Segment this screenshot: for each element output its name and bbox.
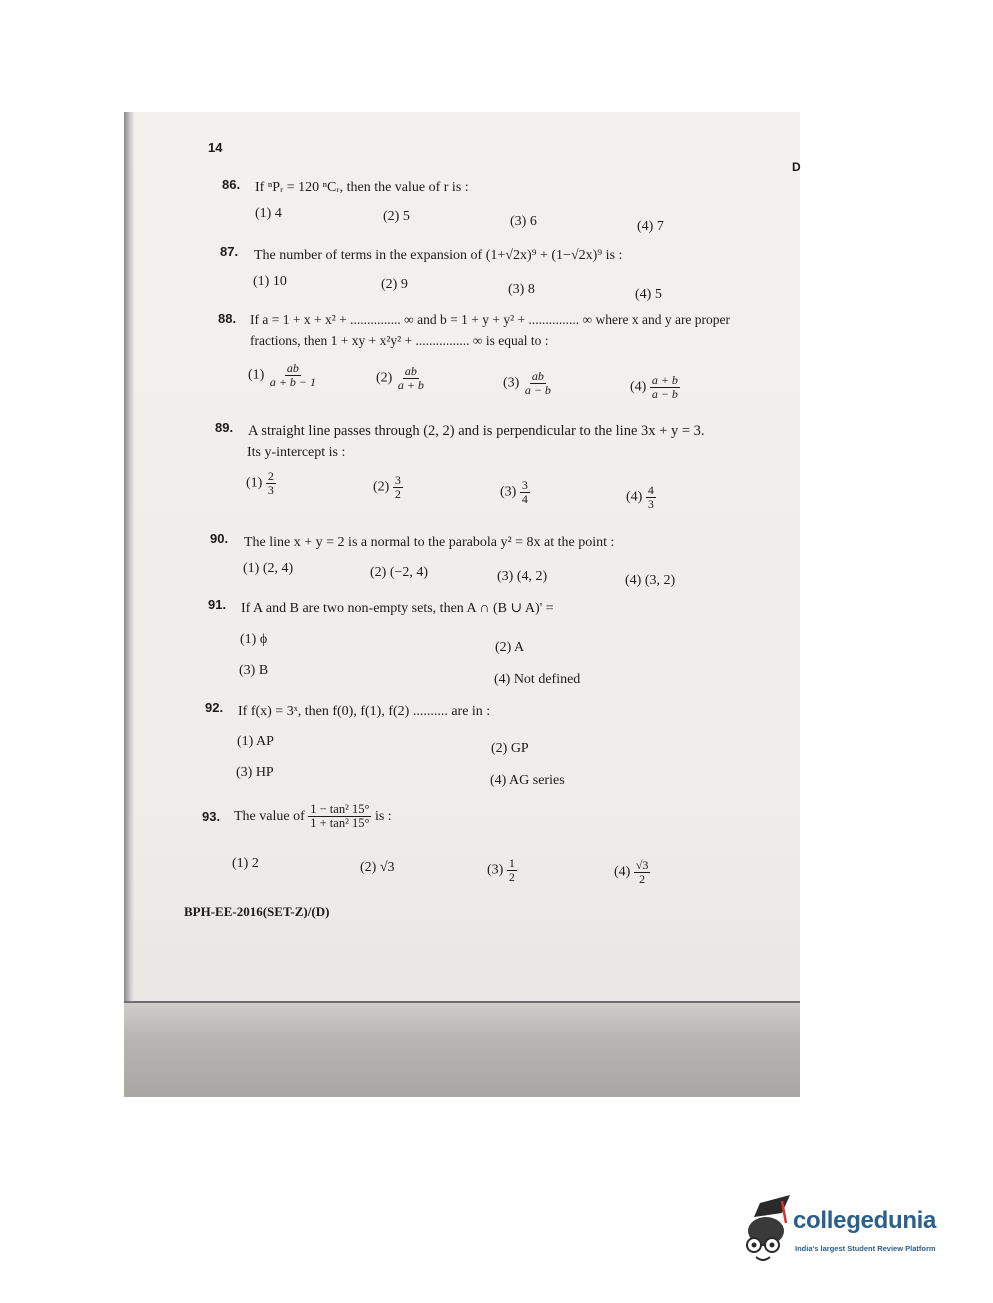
q86-text: If ⁿPᵣ = 120 ⁿCᵣ, then the value of r is : [255, 180, 469, 195]
q91-option-4: (4) Not defined [494, 672, 581, 687]
q92-option-4: (4) AG series [490, 773, 565, 788]
q93-option-3-denominator: 2 [508, 869, 515, 884]
q88-option-1-numerator: ab [286, 361, 299, 375]
q88-text-line2: fractions, then 1 + xy + x²y² + ................ ∞ is equal to : [250, 333, 549, 348]
q93-text [234, 803, 392, 830]
q93-option-4-denominator: 2 [639, 871, 646, 886]
q93-option-2: (2) √3 [360, 860, 395, 875]
q93-text-post: is : [374, 808, 392, 824]
q93-option-4-numerator: √3 [635, 858, 649, 872]
q89-option-2: (2) $\frac{3}{2}$ [373, 473, 401, 501]
q87-option-4: (4) 5 [635, 287, 662, 302]
q88-text-line1: If a = 1 + x + x² + ............... ∞ and b = 1 + y + y² + ............... ∞ where x and y are proper [250, 312, 731, 327]
q89-option-1-denominator: 3 [267, 482, 274, 497]
q93-text-pre: The value of [234, 808, 305, 824]
q92-option-3: (3) HP [236, 765, 274, 780]
q90-option-2: (2) (−2, 4) [370, 565, 429, 580]
q86-option-3: (3) 6 [510, 214, 537, 229]
q93-option-3-numerator: 1 [508, 856, 515, 870]
q93-expression-denominator: 1 + tan² 15° [310, 816, 370, 831]
q92-option-2: (2) GP [491, 741, 529, 756]
collegedunia-logo [738, 1193, 968, 1273]
q93-number: 93. [202, 809, 221, 824]
q88-option-1: (1) $\frac{ab}{a + b - 1}$ [248, 361, 317, 389]
q89-text-line1: A straight line passes through (2, 2) and is perpendicular to the line 3x + y = 3. [248, 423, 705, 439]
q88-option-3-denominator: a − b [524, 382, 551, 397]
q88-option-1-denominator: a + b − 1 [269, 374, 317, 389]
q88-number: 88. [218, 311, 237, 326]
logo-wordmark: collegedunia [793, 1207, 937, 1234]
corner-mark: D [792, 160, 801, 174]
q88-option-3: (3) $\frac{ab}{a - b}$ [503, 369, 551, 397]
q90-option-3: (3) (4, 2) [497, 569, 548, 584]
q88-option-3-numerator: ab [531, 369, 544, 383]
page-number: 14 [208, 140, 223, 155]
q91-text: If A and B are two non-empty sets, then A ∩ (B ∪ A)' = [241, 601, 554, 616]
q87-option-2: (2) 9 [381, 277, 408, 292]
q87-option-1: (1) 10 [253, 274, 287, 289]
q89-option-2-numerator: 3 [394, 473, 401, 487]
q92-number: 92. [205, 700, 224, 715]
q89-option-4: (4) $\frac{4}{3}$ [626, 483, 654, 511]
scan-left-edge [124, 112, 134, 1097]
q89-option-3-numerator: 3 [521, 478, 528, 492]
q89-text-line2: Its y-intercept is : [247, 445, 346, 460]
q89-number: 89. [215, 420, 234, 435]
q92-option-1: (1) AP [237, 734, 274, 749]
q91-option-2: (2) A [495, 640, 525, 655]
q91-option-1: (1) ϕ [240, 632, 268, 647]
q86-option-4: (4) 7 [637, 219, 664, 234]
q88-option-2-numerator: ab [404, 364, 417, 378]
q90-option-1: (1) (2, 4) [243, 561, 294, 576]
q86-number: 86. [222, 177, 241, 192]
q88-option-4-numerator: a + b [651, 373, 678, 387]
q89-option-2-denominator: 2 [394, 486, 401, 501]
q93-option-1: (1) 2 [232, 856, 259, 871]
q93-option-4: (4) $\frac{√3}{2}$ [614, 858, 649, 886]
q89-option-3: (3) $\frac{3}{4}$ [500, 478, 528, 506]
q90-text: The line x + y = 2 is a normal to the parabola y² = 8x at the point : [244, 535, 615, 550]
q88-option-2: (2) $\frac{ab}{a + b}$ [376, 364, 424, 392]
q88-option-2-denominator: a + b [397, 377, 424, 392]
q86-option-1: (1) 4 [255, 206, 282, 221]
q87-text: The number of terms in the expansion of (1+√2x)⁹ + (1−√2x)⁹ is : [254, 248, 623, 263]
q90-option-4: (4) (3, 2) [625, 573, 676, 588]
q91-option-3: (3) B [239, 663, 269, 678]
q88-option-4: (4) $\frac{a + b}{a - b}$ [630, 373, 678, 401]
q89-option-4-denominator: 3 [647, 496, 654, 511]
q92-text: If f(x) = 3ˣ, then f(0), f(1), f(2) .......... are in : [238, 704, 491, 719]
mascot-icon [738, 1193, 798, 1265]
q87-number: 87. [220, 244, 239, 259]
q93-option-3: (3) $\frac{1}{2}$ [487, 856, 515, 884]
q90-number: 90. [210, 531, 229, 546]
q89-option-1: (1) $\frac{2}{3}$ [246, 469, 274, 497]
scan-bottom-shadow [124, 1003, 800, 1097]
q88-option-4-denominator: a − b [651, 386, 678, 401]
q89-option-1-numerator: 2 [267, 469, 274, 483]
q89-option-3-denominator: 4 [521, 491, 528, 506]
q86-option-2: (2) 5 [383, 209, 410, 224]
q91-number: 91. [208, 597, 227, 612]
logo-tagline: India's largest Student Review Platform [795, 1244, 936, 1253]
footer-code: BPH-EE-2016(SET-Z)/(D) [184, 904, 330, 919]
q93-expression-numerator: 1 − tan² 15° [310, 802, 370, 816]
q87-option-3: (3) 8 [508, 282, 535, 297]
q89-option-4-numerator: 4 [647, 483, 654, 497]
